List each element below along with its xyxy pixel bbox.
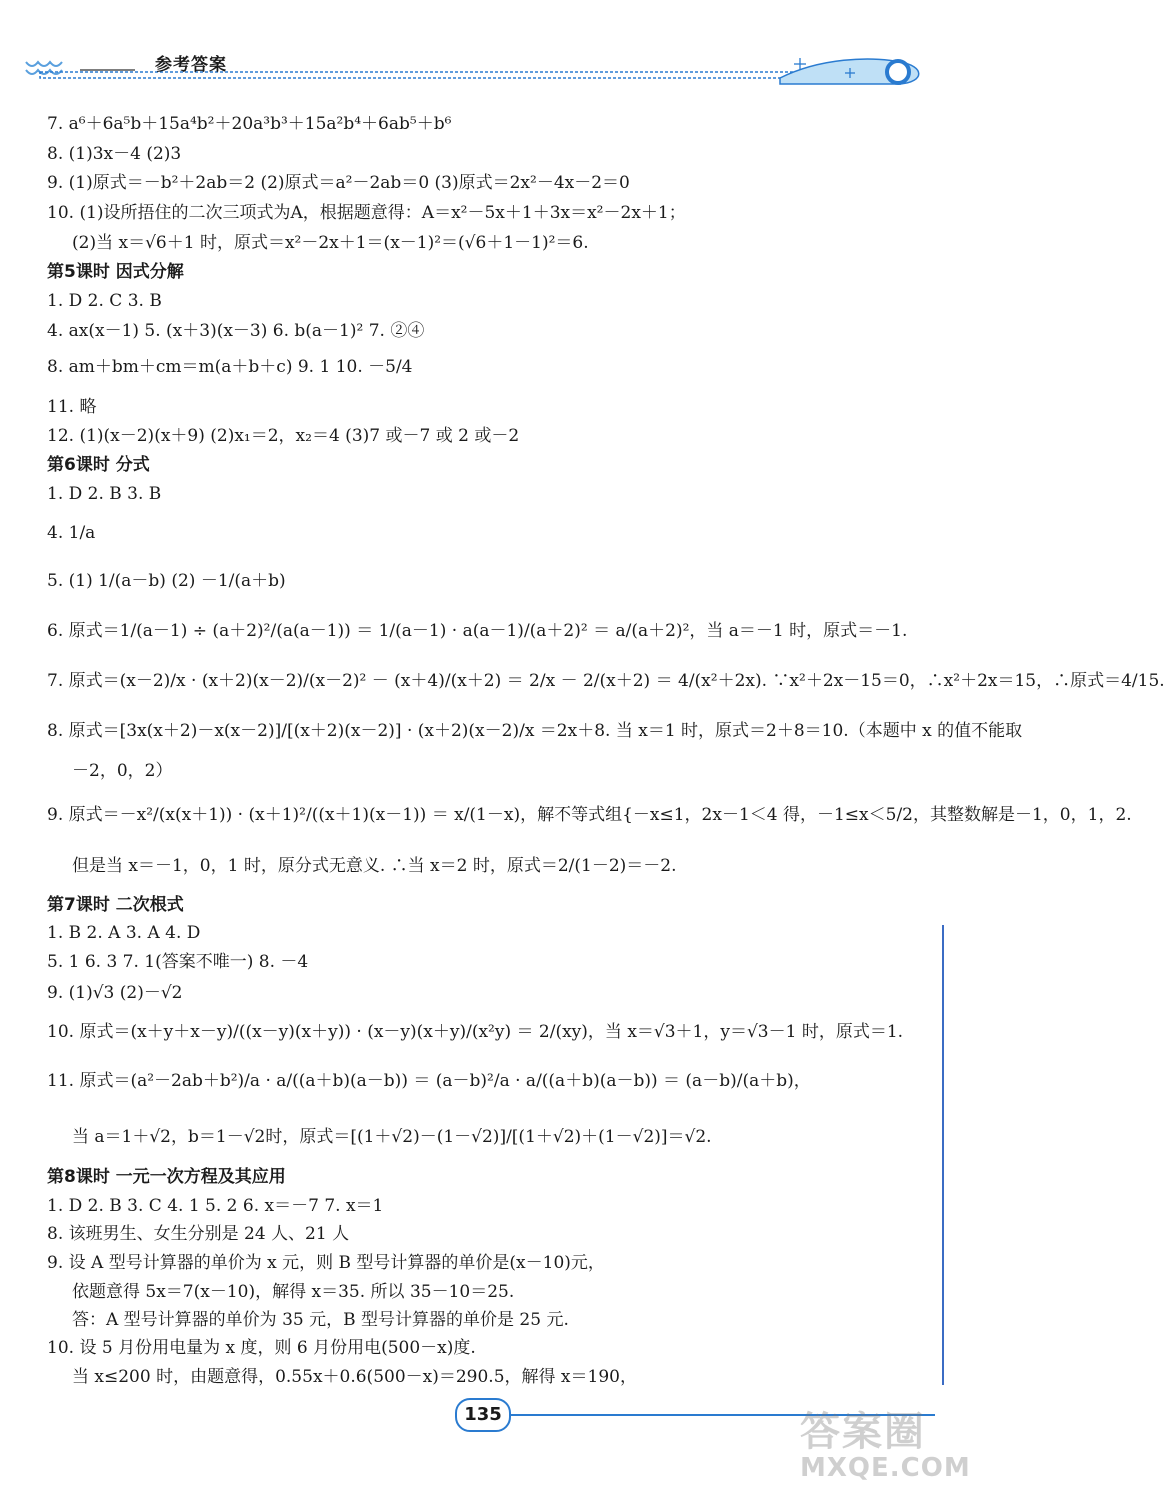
answer-line: 11. 略 <box>47 397 97 417</box>
answer-line: 9. 原式＝－x²/(x(x＋1)) · (x＋1)²/((x＋1)(x－1)) ＝ x/(1－x)，解不等式组{－x≤1，2x－1＜4 得，－1≤x＜5/2，其整数解是－1，0，1，2. <box>47 805 1132 825</box>
answer-line: －2，0，2） <box>72 761 173 781</box>
answer-line: 当 x≤200 时，由题意得，0.55x＋0.6(500－x)＝290.5，解得 x＝190， <box>72 1367 637 1387</box>
answer-line: 10. (1)设所捂住的二次三项式为A，根据题意得：A＝x²－5x＋1＋3x＝x²－2x＋1； <box>47 203 686 223</box>
answer-line: 8. (1)3x－4 (2)3 <box>47 144 182 164</box>
header-ring-icon <box>887 61 909 83</box>
answer-line: 1. B 2. A 3. A 4. D <box>47 923 201 943</box>
answer-line: 4. 1/a <box>47 523 96 543</box>
answer-line: 1. D 2. C 3. B <box>47 291 162 311</box>
answer-line: 答：A 型号计算器的单价为 35 元，B 型号计算器的单价是 25 元. <box>72 1310 569 1330</box>
answer-line: 5. (1) 1/(a－b) (2) －1/(a＋b) <box>47 571 286 591</box>
answer-line: 7. 原式＝(x－2)/x · (x＋2)(x－2)/(x－2)² － (x＋4)/(x＋2) ＝ 2/x － 2/(x＋2) ＝ 4/(x²＋2x). ∵x²＋2x－15＝0，∴x²＋2x＝15，∴原式＝4/15. <box>47 671 1165 691</box>
answer-line: (2)当 x＝√6＋1 时，原式＝x²－2x＋1＝(x－1)²＝(√6＋1－1)²＝6. <box>72 233 589 253</box>
page-number: 135 <box>455 1398 511 1432</box>
answer-line: 1. D 2. B 3. C 4. 1 5. 2 6. x＝－7 7. x＝1 <box>47 1196 384 1216</box>
section-heading: 第7课时 二次根式 <box>47 895 184 915</box>
answer-line: 1. D 2. B 3. B <box>47 484 162 504</box>
answer-line: 但是当 x＝－1，0，1 时，原分式无意义. ∴当 x＝2 时，原式＝2/(1－2)＝－2. <box>72 856 677 876</box>
answer-line: 当 a＝1＋√2，b＝1－√2时，原式＝[(1＋√2)－(1－√2)]/[(1＋√2)＋(1－√2)]＝√2. <box>72 1127 712 1147</box>
answer-line: 10. 原式＝(x＋y＋x－y)/((x－y)(x＋y)) · (x－y)(x＋y)/(x²y) ＝ 2/(xy)，当 x＝√3＋1，y＝√3－1 时，原式＝1. <box>47 1022 904 1042</box>
margin-rule <box>942 925 944 1385</box>
watermark-logo <box>800 1400 990 1483</box>
section-heading: 第8课时 一元一次方程及其应用 <box>47 1167 286 1187</box>
watermark-url: MXQE.COM <box>800 1453 971 1483</box>
answer-line: 6. 原式＝1/(a－1) ÷ (a＋2)²/(a(a－1)) ＝ 1/(a－1) · a(a－1)/(a＋2)² ＝ a/(a＋2)²，当 a＝－1 时，原式＝－1. <box>47 621 908 641</box>
answer-line: 4. ax(x－1) 5. (x＋3)(x－3) 6. b(a－1)² 7. ②④ <box>47 321 425 341</box>
header-title: 参考答案 <box>155 55 227 75</box>
answer-line: 8. am＋bm＋cm＝m(a＋b＋c) 9. 1 10. －5/4 <box>47 357 413 377</box>
answer-line: 9. (1)√3 (2)－√2 <box>47 983 183 1003</box>
section-heading: 第5课时 因式分解 <box>47 262 184 282</box>
answer-line: 5. 1 6. 3 7. 1(答案不唯一) 8. －4 <box>47 952 309 972</box>
watermark-title: 答案圈 <box>800 1409 926 1455</box>
answer-line: 7. a⁶＋6a⁵b＋15a⁴b²＋20a³b³＋15a²b⁴＋6ab⁵＋b⁶ <box>47 114 452 134</box>
answer-line: 9. 设 A 型号计算器的单价为 x 元，则 B 型号计算器的单价是(x－10)元， <box>47 1253 605 1273</box>
answer-line: 8. 原式＝[3x(x＋2)－x(x－2)]/[(x＋2)(x－2)] · (x＋2)(x－2)/x ＝2x＋8. 当 x＝1 时，原式＝2＋8＝10.（本题中 x 的值不能取 <box>47 721 1023 741</box>
section-heading: 第6课时 分式 <box>47 455 150 475</box>
answer-line: 8. 该班男生、女生分别是 24 人、21 人 <box>47 1224 350 1244</box>
answer-line: 10. 设 5 月份用电量为 x 度，则 6 月份用电(500－x)度. <box>47 1338 476 1358</box>
answer-line: 依题意得 5x＝7(x－10)，解得 x＝35. 所以 35－10＝25. <box>72 1282 515 1302</box>
answer-line: 11. 原式＝(a²－2ab＋b²)/a · a/((a＋b)(a－b)) ＝ (a－b)²/a · a/((a＋b)(a－b)) ＝ (a－b)/(a＋b)， <box>47 1071 811 1091</box>
answer-line: 9. (1)原式＝－b²＋2ab＝2 (2)原式＝a²－2ab＝0 (3)原式＝2x²－4x－2＝0 <box>47 173 630 193</box>
answer-line: 12. (1)(x－2)(x＋9) (2)x₁＝2，x₂＝4 (3)7 或－7 或 2 或－2 <box>47 426 520 446</box>
